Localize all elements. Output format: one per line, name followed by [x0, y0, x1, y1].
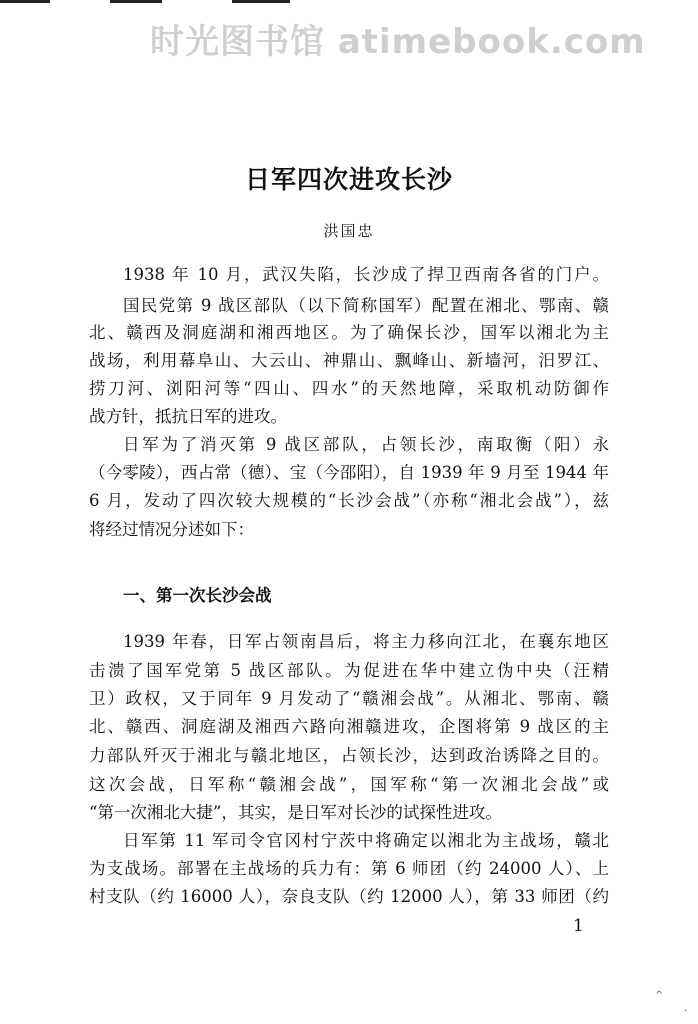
scan-edge-line-left: [0, 0, 50, 3]
scan-speck: ^: [655, 990, 664, 1001]
scan-edge-line-right: [232, 0, 290, 3]
text-line: 6 月，发动了四次较大规模的“长沙会战”（亦称“湘北会战”），兹: [89, 491, 609, 510]
text-line: 战方针，抵抗日军的进攻。: [89, 407, 287, 426]
text-line: “第一次湘北大捷”，其实，是日军对长沙的试探性进攻。: [89, 803, 502, 822]
text-line: 北、赣西、洞庭湖及湘西六路向湘赣进攻，企图将第 9 战区的主: [89, 717, 609, 736]
text-line: 击溃了国军党第 5 战区部队。为促进在华中建立伪中央（汪精: [89, 661, 609, 680]
text-line: 日军第 11 军司令官冈村宁茨中将确定以湘北为主战场，赣北: [123, 831, 609, 850]
text-line: （今零陵），西占常（德）、宝（今邵阳），自 1939 年 9 月至 1944 年: [89, 463, 609, 482]
text-line: 村支队（约 16000 人），奈良支队（约 12000 人），第 33 师团（约: [89, 887, 609, 906]
text-line: 为支战场。部署在主战场的兵力有：第 6 师团（约 24000 人）、上: [89, 859, 609, 878]
text-line: 日军为了消灭第 9 战区部队，占领长沙，南取衡（阳）永: [123, 435, 609, 454]
scan-edge-line-mid: [110, 0, 162, 3]
text-line: 战场，利用幕阜山、大云山、神鼎山、飘峰山、新墙河，汨罗江、: [89, 351, 609, 370]
author-name: 洪国忠: [323, 222, 375, 240]
text-line: 1939 年春，日军占领南昌后，将主力移向江北，在襄东地区: [123, 632, 609, 651]
text-line: 国民党第 9 战区部队（以下简称国军）配置在湘北、鄂南、赣: [123, 296, 609, 315]
watermark: 时光图书馆 atimebook.com: [150, 22, 646, 62]
text-line: 卫）政权，又于同年 9 月发动了“赣湘会战”。从湘北、鄂南、赣: [89, 689, 609, 708]
text-line: 力部队歼灭于湘北与赣北地区，占领长沙，达到政治诱降之目的。: [89, 746, 609, 765]
text-line: 捞刀河、浏阳河等“四山、四水”的天然地障，采取机动防御作: [89, 379, 609, 398]
page-number: 1: [573, 916, 584, 936]
text-line: 将经过情况分述如下：: [89, 520, 254, 539]
text-line: 北、赣西及洞庭湖和湘西地区。为了确保长沙，国军以湘北为主: [89, 323, 609, 342]
text-line: 这次会战，日军称“赣湘会战”，国军称“第一次湘北会战”或: [89, 775, 609, 794]
scan-speck: ·: [684, 1006, 688, 1017]
page-title: 日军四次进攻长沙: [244, 165, 453, 194]
text-line: 1938 年 10 月，武汉失陷，长沙成了捍卫西南各省的门户。: [123, 265, 609, 284]
section-heading: 一、第一次长沙会战: [123, 586, 272, 605]
